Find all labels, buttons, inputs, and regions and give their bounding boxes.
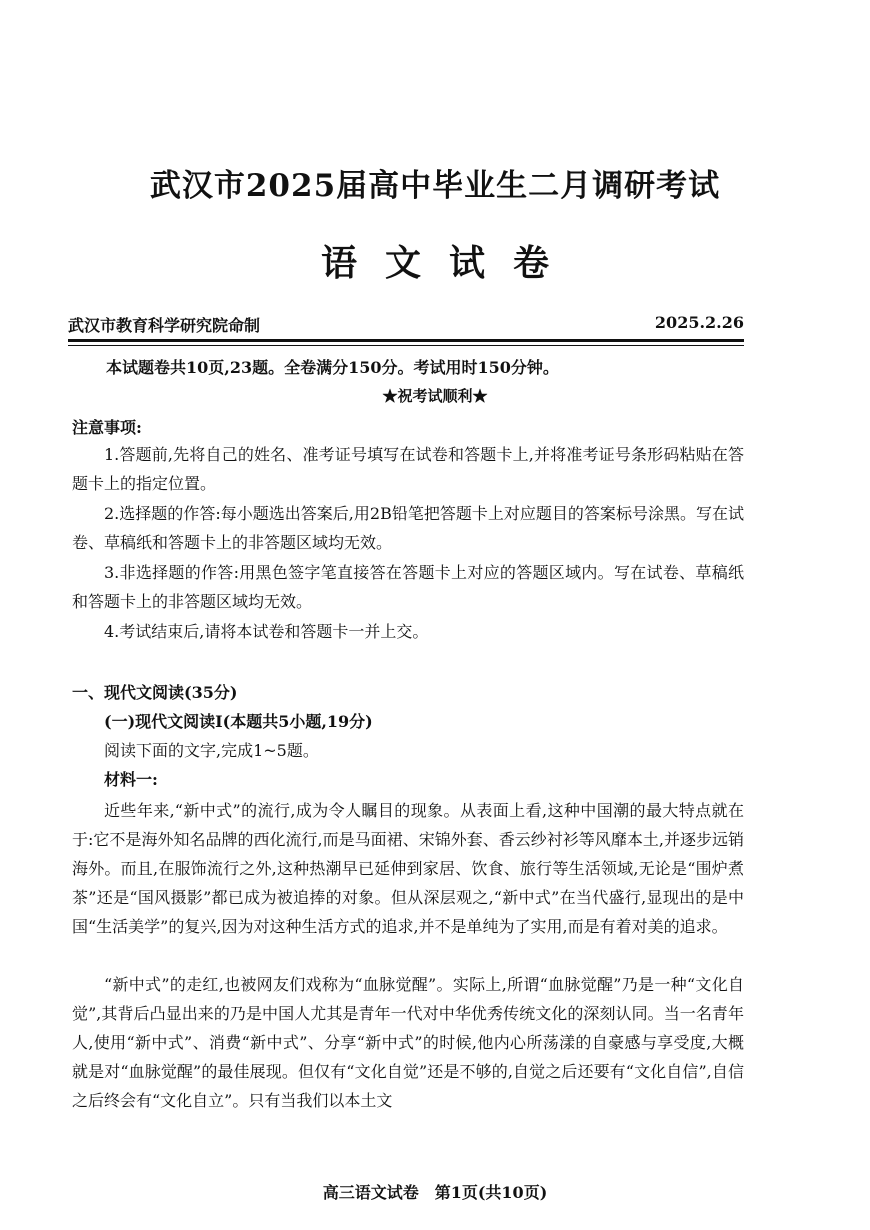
header-rule-thick bbox=[68, 339, 744, 342]
publisher: 武汉市教育科学研究院命制 bbox=[68, 316, 261, 335]
notice-item: 2.选择题的作答:每小题选出答案后,用2B铅笔把答题卡上对应题目的答案标号涂黑。写在试卷、草稿纸和答题卡上的非答题区域均无效。 bbox=[72, 504, 744, 552]
header-rule-thin bbox=[68, 345, 744, 346]
exam-subtitle: 语文试卷 bbox=[320, 242, 577, 284]
section-heading: 一、现代文阅读(35分) bbox=[72, 683, 238, 702]
material-paragraph: 近些年来,“新中式”的流行,成为令人瞩目的现象。从表面上看,这种中国潮的最大特点就在于:它不是海外知名品牌的西化流行,而是马面裙、宋锦外套、香云纱衬衫等风靡本土,并逐步远销海外。而且,在服饰流行之外,这种热潮早已延伸到家居、饮食、旅行等生活领域,无论是“围炉煮茶”还是“国风摄影”都已成为被追捧的对象。但从深层观之,“新中式”在当代盛行,显现出的是中国“生活美学”的复兴,因为对这种生活方式的追求,并不是单纯为了实用,而是有着对美的追求。 bbox=[72, 801, 744, 936]
exam-date: 2025.2.26 bbox=[654, 313, 744, 332]
exam-title: 武汉市2025届高中毕业生二月调研考试 bbox=[149, 168, 721, 204]
page-footer: 高三语文试卷 第1页(共10页) bbox=[322, 1183, 548, 1202]
notice-item: 4.考试结束后,请将本试卷和答题卡一并上交。 bbox=[104, 622, 429, 641]
material-paragraph: “新中式”的走红,也被网友们戏称为“血脉觉醒”。实际上,所谓“血脉觉醒”乃是一种“文化自觉”,其背后凸显出来的乃是中国人尤其是青年一代对中华优秀传统文化的深刻认同。当一名青年人,使用“新中式”、消费“新中式”、分享“新中式”的时候,他内心所荡漾的自豪感与享受度,大概就是对“血脉觉醒”的最佳展现。但仅有“文化自觉”还是不够的,自觉之后还要有“文化自信”,自信之后终会有“文化自立”。只有当我们以本土文 bbox=[72, 975, 744, 1110]
section-subheading: (一)现代文阅读Ⅰ(本题共5小题,19分) bbox=[104, 712, 373, 731]
material-label: 材料一: bbox=[104, 770, 158, 789]
notice-item: 1.答题前,先将自己的姓名、准考证号填写在试卷和答题卡上,并将准考证号条形码粘贴在答题卡上的指定位置。 bbox=[72, 445, 744, 493]
exam-info: 本试题卷共10页,23题。全卷满分150分。考试用时150分钟。 bbox=[106, 358, 559, 377]
notice-item: 3.非选择题的作答:用黑色签字笔直接答在答题卡上对应的答题区域内。写在试卷、草稿纸和答题卡上的非答题区域均无效。 bbox=[72, 563, 744, 611]
reading-instruction: 阅读下面的文字,完成1~5题。 bbox=[104, 741, 319, 760]
notice-heading: 注意事项: bbox=[72, 418, 142, 437]
blessing: ★祝考试顺利★ bbox=[382, 387, 488, 405]
